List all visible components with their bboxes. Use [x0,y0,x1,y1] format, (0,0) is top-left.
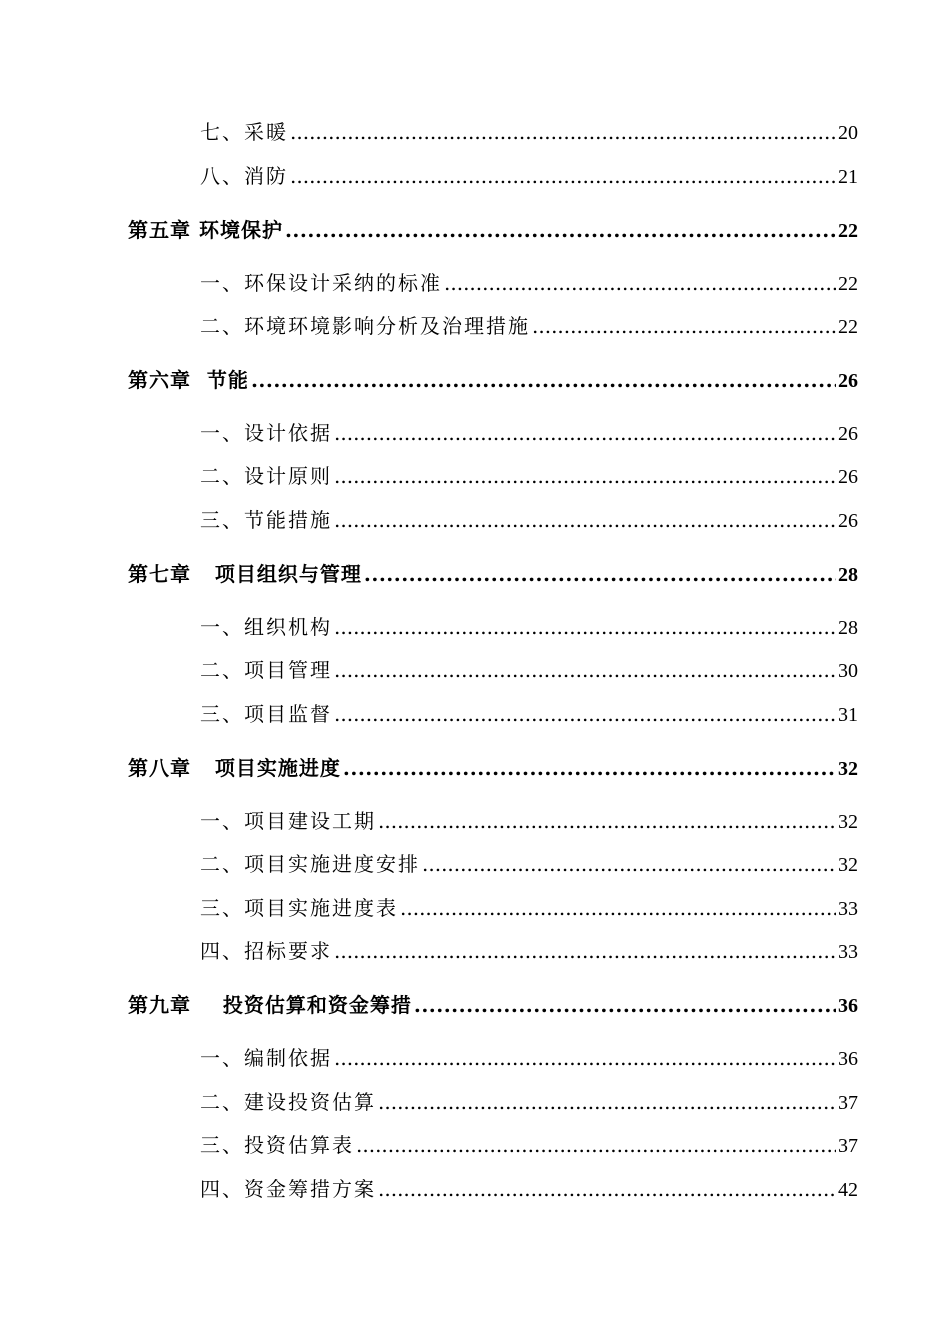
toc-page-number: 32 [838,811,858,833]
toc-entry[interactable] [200,269,858,297]
toc-page-number: 33 [838,941,858,963]
toc-entry[interactable] [200,656,858,684]
toc-entry-title: 一、环保设计采纳的标准 [200,271,442,295]
toc-dot-leader [334,419,836,447]
toc-dot-leader [334,656,836,684]
toc-entry-title: 第五章 环境保护 [128,218,283,242]
toc-entry-title: 第九章 投资估算和资金筹措 [128,993,412,1017]
toc-page-number: 22 [838,316,858,338]
toc-dot-leader [532,312,836,340]
toc-entry[interactable] [200,419,858,447]
toc-entry-title: 一、组织机构 [200,615,332,639]
toc-dot-leader [285,216,836,244]
toc-dot-leader [400,894,836,922]
toc-dot-leader [422,850,836,878]
toc-entry-title: 第六章 节能 [128,368,249,392]
toc-dot-leader [334,700,836,728]
toc-entry-title: 二、环境环境影响分析及治理措施 [200,314,530,338]
toc-entry[interactable] [200,850,858,878]
toc-page-number: 42 [838,1179,858,1201]
toc-page-number: 37 [838,1135,858,1157]
toc-dot-leader [334,462,836,490]
toc-entry-title: 二、项目管理 [200,658,332,682]
toc-entry[interactable] [200,700,858,728]
toc-dot-leader [290,118,836,146]
toc-dot-leader [378,1088,836,1116]
toc-entry[interactable] [200,937,858,965]
toc-page-number: 30 [838,660,858,682]
toc-entry[interactable] [200,1088,858,1116]
toc-entry[interactable] [200,1175,858,1203]
toc-page-number: 36 [838,995,858,1017]
toc-dot-leader [364,560,836,588]
toc-page-number: 20 [838,122,858,144]
toc-chapter-entry[interactable] [128,216,858,244]
toc-entry-title: 二、建设投资估算 [200,1090,376,1114]
toc-page-number: 37 [838,1092,858,1114]
toc-page-number: 22 [838,220,858,242]
toc-chapter-entry[interactable] [128,366,858,394]
toc-dot-leader [378,1175,836,1203]
toc-entry-title: 第八章 项目实施进度 [128,756,341,780]
toc-dot-leader [414,991,836,1019]
toc-page-number: 26 [838,370,858,392]
toc-entry-title: 三、投资估算表 [200,1133,354,1157]
toc-page-number: 32 [838,758,858,780]
toc-page-number: 26 [838,423,858,445]
toc-chapter-entry[interactable] [128,991,858,1019]
toc-page-number: 21 [838,166,858,188]
toc-entry-title: 八、消防 [200,164,288,188]
toc-entry-title: 一、设计依据 [200,421,332,445]
toc-entry[interactable] [200,807,858,835]
toc-page-number: 26 [838,466,858,488]
toc-page-number: 26 [838,510,858,532]
toc-entry[interactable] [200,1044,858,1072]
toc-entry-title: 三、项目监督 [200,702,332,726]
toc-entry-title: 四、招标要求 [200,939,332,963]
toc-entry[interactable] [200,894,858,922]
toc-page-number: 22 [838,273,858,295]
toc-dot-leader [334,1044,836,1072]
toc-dot-leader [444,269,836,297]
toc-page-number: 32 [838,854,858,876]
toc-page-number: 28 [838,564,858,586]
toc-entry[interactable] [200,613,858,641]
toc-entry-title: 三、项目实施进度表 [200,896,398,920]
toc-entry-title: 第七章 项目组织与管理 [128,562,362,586]
toc-dot-leader [334,613,836,641]
toc-entry[interactable] [200,1131,858,1159]
toc-dot-leader [356,1131,836,1159]
toc-entry-title: 一、项目建设工期 [200,809,376,833]
toc-entry[interactable] [200,118,858,146]
toc-entry-title: 七、采暖 [200,120,288,144]
toc-entry[interactable] [200,312,858,340]
toc-page-number: 31 [838,704,858,726]
toc-page-number: 36 [838,1048,858,1070]
toc-entry-title: 四、资金筹措方案 [200,1177,376,1201]
toc-dot-leader [334,937,836,965]
toc-entry-title: 二、设计原则 [200,464,332,488]
toc-page-number: 28 [838,617,858,639]
toc-chapter-entry[interactable] [128,560,858,588]
toc-entry-title: 一、编制依据 [200,1046,332,1070]
toc-chapter-entry[interactable] [128,754,858,782]
toc-dot-leader [334,506,836,534]
toc-dot-leader [251,366,836,394]
toc-dot-leader [343,754,836,782]
toc-entry[interactable] [200,462,858,490]
toc-dot-leader [290,162,836,190]
toc-dot-leader [378,807,836,835]
toc-entry-title: 二、项目实施进度安排 [200,852,420,876]
toc-entry[interactable] [200,162,858,190]
toc-entry[interactable] [200,506,858,534]
toc-entry-title: 三、节能措施 [200,508,332,532]
toc-page-number: 33 [838,898,858,920]
